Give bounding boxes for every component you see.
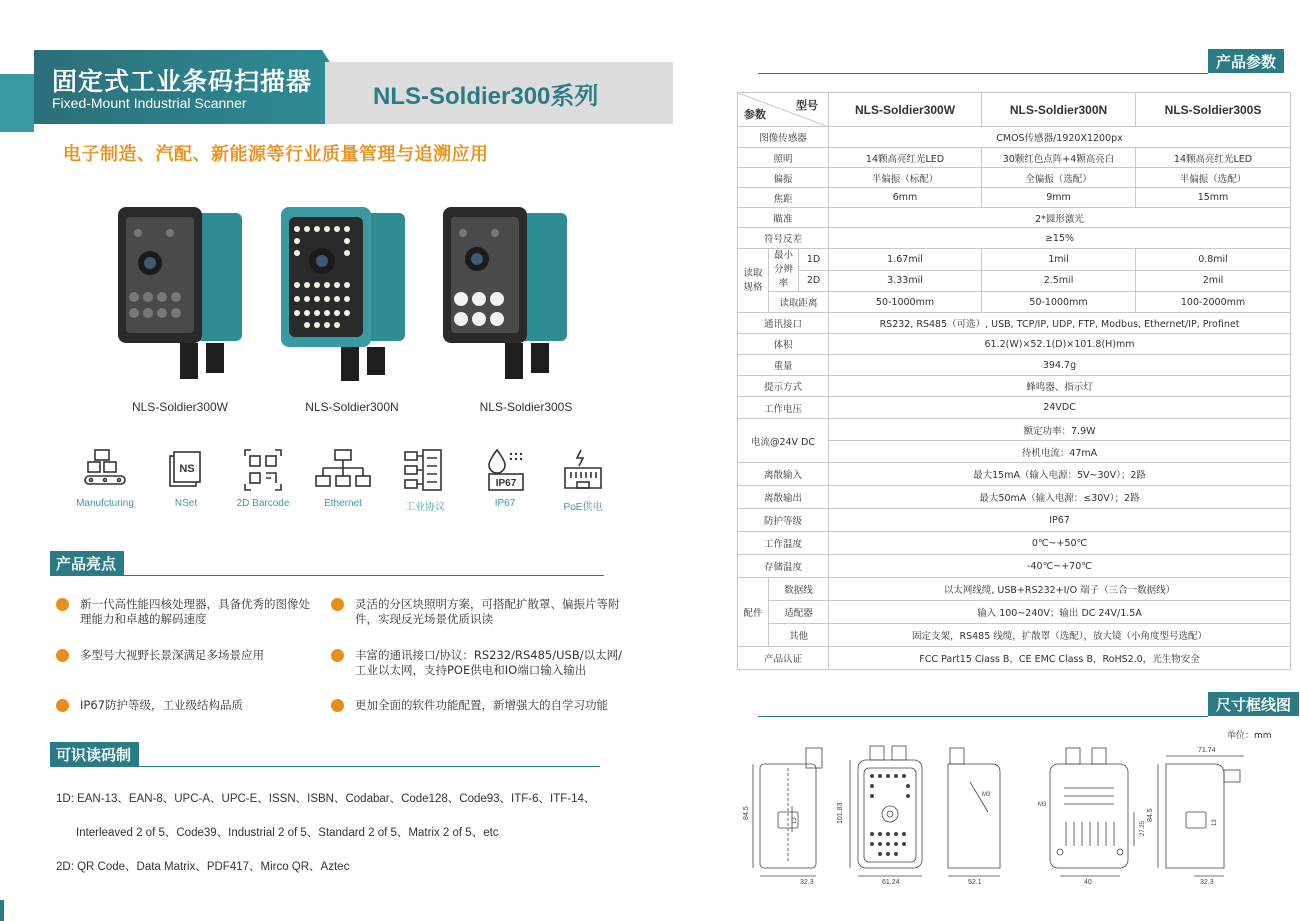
- spec-value: 394.7g: [829, 355, 1291, 376]
- page-edge-mark: [0, 900, 4, 921]
- spec-value: 1.67mil: [829, 249, 982, 271]
- highlight-item: IP67防护等级，工业级结构品质: [80, 698, 243, 712]
- spec-value: IP67: [829, 509, 1291, 532]
- spec-value: -40℃~+70℃: [829, 555, 1291, 578]
- spec-value: 0.8mil: [1136, 249, 1291, 271]
- codes-2d-line: 2D: QR Code、Data Matrix、PDF417、Mirco QR、Aztec: [56, 861, 350, 873]
- spec-label: 产品认证: [738, 647, 829, 670]
- feature-label-ethernet: Ethernet: [324, 498, 362, 509]
- spec-label: 瞄准: [738, 208, 829, 228]
- ethernet-network-icon: [313, 448, 373, 492]
- spec-row: [738, 509, 1291, 532]
- spec-row: [738, 228, 1291, 249]
- codes-divider: [50, 766, 600, 767]
- spec-label: 存储温度: [738, 555, 829, 578]
- model-header-300w: NLS-Soldier300W: [829, 93, 982, 127]
- product-image-300w: [110, 205, 250, 385]
- spec-value: 50-1000mm: [829, 292, 982, 313]
- spec-row: [738, 624, 1291, 647]
- dimensions-divider: [758, 716, 1208, 717]
- feature-label-ip67: IP67: [494, 498, 516, 509]
- product-label-300w: NLS-Soldier300W: [131, 400, 229, 414]
- spec-row: [738, 168, 1291, 188]
- spec-label: 离散输入: [738, 463, 829, 486]
- svg-text:NS: NS: [179, 463, 195, 475]
- spec-value: 2*圆形激光: [829, 208, 1291, 228]
- svg-text:IP67: IP67: [495, 478, 517, 489]
- spec-row: [738, 270, 1291, 292]
- dim-label: 71.74: [1198, 747, 1216, 754]
- spec-label: 符号反差: [738, 228, 829, 249]
- dimension-drawings: [743, 742, 1293, 887]
- corner-param-label: 参数: [744, 109, 766, 121]
- product-label-300n: NLS-Soldier300N: [305, 400, 399, 414]
- poe-port-icon: [553, 448, 613, 492]
- spec-sub-label: 读取距离: [769, 292, 829, 313]
- spec-row: [738, 601, 1291, 624]
- spec-value: 14颗高亮红光LED: [829, 148, 982, 168]
- codes-1d-line-cont: Interleaved 2 of 5、Code39、Industrial 2 of 5、Standard 2 of 5、Matrix 2 of 5、etc: [76, 827, 499, 839]
- spec-row: [738, 532, 1291, 555]
- model-header-300s: NLS-Soldier300S: [1136, 93, 1291, 127]
- page-title: 固定式工业条码扫描器: [52, 67, 313, 96]
- tagline: 电子制造、汽配、新能源等行业质量管理与追溯应用: [63, 144, 489, 165]
- spec-label: 提示方式: [738, 376, 829, 397]
- page-subtitle: Fixed-Mount Industrial Scanner: [52, 95, 247, 111]
- spec-table: [737, 92, 1291, 670]
- specs-divider: [758, 73, 1208, 74]
- feature-label-2d-barcode: 2D Barcode: [236, 498, 290, 509]
- spec-row: [738, 555, 1291, 578]
- highlight-item: 多型号大视野长景深满足多场景应用: [80, 648, 264, 662]
- highlight-item: 更加全面的软件功能配置，新增强大的自学习功能: [355, 698, 608, 712]
- dim-label: 27.25: [1140, 820, 1146, 836]
- spec-row: [738, 292, 1291, 313]
- spec-label: 离散输出: [738, 486, 829, 509]
- spec-value: 6mm: [829, 188, 982, 208]
- codes-heading: 可识读码制: [50, 742, 139, 766]
- spec-row: [738, 355, 1291, 376]
- spec-value: RS232, RS485（可选）, USB, TCP/IP, UDP, FTP, Modbus, Ethernet/IP, Profinet: [829, 313, 1291, 334]
- spec-row: [738, 397, 1291, 419]
- spec-value: 50-1000mm: [982, 292, 1136, 313]
- spec-label: 工作电压: [738, 397, 829, 419]
- spec-row: [738, 148, 1291, 168]
- dim-label: 52.1: [968, 879, 982, 886]
- dim-label: M3: [1038, 802, 1047, 808]
- drawing-side-view-far-right: [1158, 756, 1244, 876]
- spec-value: 蜂鸣器、指示灯: [829, 376, 1291, 397]
- spec-label: 工作温度: [738, 532, 829, 555]
- model-series-title: NLS-Soldier300系列: [373, 83, 599, 110]
- spec-row: [738, 376, 1291, 397]
- dimensions-heading: 尺寸框线图: [1208, 692, 1299, 716]
- spec-value: 最大50mA（输入电源：≤30V）；2路: [829, 486, 1291, 509]
- spec-value: 2.5mil: [982, 270, 1136, 292]
- spec-sub-label: 其他: [769, 624, 829, 647]
- product-image-300n: [273, 205, 413, 385]
- spec-value: CMOS传感器/1920X1200px: [829, 127, 1291, 148]
- spec-value: 输入 100~240V；输出 DC 24V/1.5A: [829, 601, 1291, 624]
- feature-label-nset: NSet: [174, 498, 198, 509]
- spec-value: 2mil: [1136, 270, 1291, 292]
- dim-label: 13: [792, 817, 798, 824]
- spec-label: 重量: [738, 355, 829, 376]
- highlight-item: 新一代高性能四核处理器，具备优秀的图像处理能力和卓越的解码速度: [80, 597, 310, 626]
- model-header-300n: NLS-Soldier300N: [982, 93, 1136, 127]
- spec-sub-label: 数据线: [769, 578, 829, 601]
- spec-corner-cell: [738, 93, 829, 127]
- spec-label: 照明: [738, 148, 829, 168]
- bullet-dot: [331, 649, 344, 662]
- corner-model-label: 型号: [796, 100, 819, 112]
- dim-label: 61.24: [882, 879, 900, 886]
- spec-row: [738, 334, 1291, 355]
- nset-icon: [156, 448, 216, 492]
- spec-label: 偏振: [738, 168, 829, 188]
- dim-label: 101.83: [837, 802, 844, 824]
- dim-label: 84.5: [1147, 808, 1154, 822]
- factory-conveyor-icon: [75, 448, 135, 492]
- spec-header-row: [738, 93, 1291, 127]
- spec-sub-label: 2D: [799, 270, 829, 292]
- spec-value: 以太网线缆, USB+RS232+I/O 端子（三合一数据线）: [829, 578, 1291, 601]
- drawing-back-view: [1050, 748, 1134, 876]
- spec-group-label: 读取规格: [738, 249, 769, 313]
- spec-label: 焦距: [738, 188, 829, 208]
- product-label-300s: NLS-Soldier300S: [479, 400, 573, 414]
- dim-label: 32.3: [800, 879, 814, 886]
- spec-value: 9mm: [982, 188, 1136, 208]
- unit-label: 单位：mm: [1227, 731, 1272, 741]
- spec-label: 防护等级: [738, 509, 829, 532]
- drawing-side-view-left: [753, 748, 822, 876]
- spec-label: 电流@24V DC: [738, 419, 829, 463]
- spec-sub-label: 最小分辨率: [769, 249, 799, 292]
- drawing-side-view-right: [948, 748, 1000, 876]
- spec-label: 图像传感器: [738, 127, 829, 148]
- bullet-dot: [331, 699, 344, 712]
- protocol-icon: [395, 448, 455, 492]
- spec-group-label: 配件: [738, 578, 769, 647]
- codes-1d-line: 1D: EAN-13、EAN-8、UPC-A、UPC-E、ISSN、ISBN、Codabar、Code128、Code93、ITF-6、ITF-14、: [56, 793, 596, 805]
- spec-value: 3.33mil: [829, 270, 982, 292]
- spec-row: [738, 313, 1291, 334]
- spec-value: 14颗高亮红光LED: [1136, 148, 1291, 168]
- spec-value: 30颗红色点阵+4颗高亮白: [982, 148, 1136, 168]
- highlight-item: 丰富的通讯接口/协议：RS232/RS485/USB/以太网/工业以太网，支持POE供电和IO端口输入输出: [355, 648, 622, 677]
- dim-label: M3: [982, 792, 991, 798]
- spec-row: [738, 188, 1291, 208]
- spec-value: 24VDC: [829, 397, 1291, 419]
- spec-value: 15mm: [1136, 188, 1291, 208]
- spec-row: [738, 249, 1291, 271]
- spec-value: 全偏振（选配）: [982, 168, 1136, 188]
- spec-value: 待机电流：47mA: [829, 441, 1291, 463]
- qr-code-icon: [233, 448, 293, 492]
- highlights-heading: 产品亮点: [50, 551, 124, 575]
- dim-label: 40: [1084, 879, 1092, 886]
- dim-label: 84.5: [743, 806, 750, 820]
- spec-row: [738, 419, 1291, 441]
- spec-sub-label: 1D: [799, 249, 829, 271]
- bullet-dot: [56, 699, 69, 712]
- spec-value: 半偏振（选配）: [1136, 168, 1291, 188]
- highlight-item: 灵活的分区块照明方案，可搭配扩散罩、偏振片等附件，实现反光场景优质识读: [355, 597, 620, 626]
- feature-label-industrial-protocol: 工业协议: [405, 502, 445, 513]
- spec-value: 0℃~+50℃: [829, 532, 1291, 555]
- spec-row: [738, 208, 1291, 228]
- ip67-drop-icon: [475, 448, 535, 492]
- spec-value: FCC Part15 Class B，CE EMC Class B，RoHS2.0，光生物安全: [829, 647, 1291, 670]
- spec-value: 固定支架，RS485 线缆，扩散罩（选配），放大镜（小角度型号选配）: [829, 624, 1291, 647]
- spec-row: [738, 127, 1291, 148]
- spec-value: 额定功率：7.9W: [829, 419, 1291, 441]
- specs-heading: 产品参数: [1208, 49, 1284, 73]
- spec-label: 通讯接口: [738, 313, 829, 334]
- dim-label: 32.3: [1200, 879, 1214, 886]
- spec-value: 1mil: [982, 249, 1136, 271]
- spec-row: [738, 647, 1291, 670]
- feature-label-manufacturing: Manufcturing: [76, 498, 134, 509]
- bullet-dot: [56, 598, 69, 611]
- drawing-front-view: [850, 746, 922, 876]
- dim-label: 13: [1212, 819, 1218, 826]
- spec-row: [738, 486, 1291, 509]
- highlights-divider: [50, 575, 604, 576]
- bullet-dot: [331, 598, 344, 611]
- spec-value: 最大15mA（输入电源：5V~30V）；2路: [829, 463, 1291, 486]
- spec-value: ≥15%: [829, 228, 1291, 249]
- spec-sub-label: 适配器: [769, 601, 829, 624]
- product-image-300s: [435, 205, 575, 385]
- spec-row: [738, 578, 1291, 601]
- spec-label: 体积: [738, 334, 829, 355]
- spec-value: 100-2000mm: [1136, 292, 1291, 313]
- spec-value: 61.2(W)×52.1(D)×101.8(H)mm: [829, 334, 1291, 355]
- spec-row: [738, 463, 1291, 486]
- feature-label-poe: PoE供电: [563, 502, 603, 513]
- spec-value: 半偏振（标配）: [829, 168, 982, 188]
- bullet-dot: [56, 649, 69, 662]
